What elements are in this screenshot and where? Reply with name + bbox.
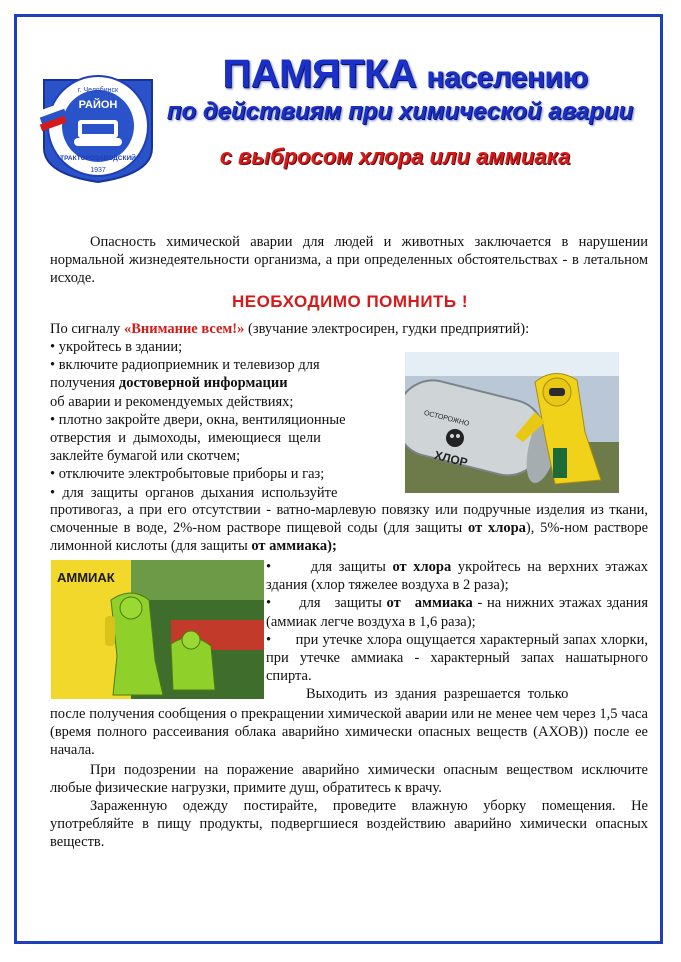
- bullet-doors-line1: • плотно закройте двери, окна, вентиляционные: [50, 411, 346, 428]
- clothing-paragraph: Зараженную одежду постирайте, проведите влажную уборку помещения. Не употребляйте в пищу продукты, подвергшиеся воздействию аварийно химически опасных веществ.: [50, 798, 648, 851]
- bullet-doors-line3: заклейте бумагой или скотчем;: [50, 448, 241, 465]
- emblem-ring-name: ТРАКТОРОЗАВОДСКИЙ: [60, 155, 136, 162]
- photo-chlorine-tank: [405, 352, 619, 493]
- suspicion-paragraph: При подозрении на поражение аварийно химически опасным веществом исключите любые физические нагрузки, примите душ, обратитесь к врачу.: [50, 762, 648, 797]
- title-word-naseleniyu: населению: [426, 61, 588, 94]
- signal-alert: «Внимание всем!»: [123, 321, 245, 337]
- respiratory-text-a: противогаз, а при его отсутствии - ватно-марлевую повязку или подручные изделия из ткани, смоченные в воде, 2%-ном растворе пищевой соды (для защиты: [50, 502, 648, 537]
- bullet-appliances: • отключите электробытовые приборы и газ;: [50, 466, 325, 483]
- emblem-ring-top: г. Челябинск: [77, 87, 119, 94]
- side-ammonia-post: - на нижних этажах здания (аммиак легче воздуха в 1,6 раза);: [266, 595, 648, 630]
- page-title: [190, 52, 620, 97]
- respiratory-paragraph: [50, 501, 648, 556]
- tank-label-caution: ОСТОРОЖНО: [423, 409, 470, 428]
- bullet-shelter: • укройтесь в здании;: [50, 339, 183, 355]
- side-text-block: [266, 558, 652, 704]
- side-ammonia-bold: от аммиака: [386, 595, 473, 612]
- intro-paragraph: Опасность химической аварии для людей и животных заключается в нарушении нормальной жизнедеятельности организма, а при определенных обстоятельствах - в летальном исходе.: [50, 234, 648, 287]
- exit-paragraph: после получения сообщения о прекращении химической аварии или не менее чем через 1,5 часа (время полного рассеивания облака аварийно химически опасных веществ (АХОВ)) после ее начала.: [50, 706, 648, 759]
- bullet-list-top: [50, 338, 395, 502]
- page-subtitle: по действиям при химической аварии: [166, 98, 634, 125]
- emblem-district: РАЙОН: [78, 99, 118, 111]
- respiratory-text-c: ), 5%-ном растворе лимонной кислоты (для защиты: [50, 520, 649, 555]
- side-chlorine-post: укройтесь на верхних этажах здания (хлор тяжелее воздуха в 2 раза);: [266, 559, 649, 594]
- bullet-radio-line1: • включите радиоприемник и телевизор для: [50, 357, 320, 374]
- bullet-radio-line3: об аварии и рекомендуемых действиях;: [50, 393, 294, 410]
- bullet-respiratory-line1: • для защиты органов дыхания используйте: [50, 484, 338, 501]
- side-smell: • при утечке хлора ощущается характерный запах хлорки, при утечке аммиака - характерный запах нашатырного спирта.: [266, 631, 652, 685]
- remember-heading: НЕОБХОДИМО ПОМНИТЬ !: [231, 292, 469, 311]
- side-ammonia: [266, 594, 648, 630]
- signal-prefix: По сигналу: [50, 321, 121, 337]
- tank-label-chlorine: ХЛОР: [432, 448, 470, 470]
- bullet-radio-bold: достоверной информации: [118, 375, 288, 392]
- title-word-pamyatka: ПАМЯТКА: [222, 52, 417, 96]
- respiratory-bold-chlorine: от хлора: [468, 520, 526, 537]
- emblem-year: 1937: [90, 167, 106, 174]
- signal-suffix: (звучание электросирен, гудки предприятий):: [248, 321, 530, 337]
- side-chlorine: [266, 558, 648, 594]
- page-subtitle-red: с выбросом хлора или аммиака: [219, 144, 571, 169]
- bullet-radio-line2: [50, 374, 395, 392]
- signal-line: [50, 320, 648, 338]
- side-ammonia-pre: • для защиты: [266, 595, 382, 612]
- side-exit-first: Выходить из здания разрешается только: [306, 686, 569, 703]
- photo-ammonia-tank: [51, 560, 264, 699]
- district-emblem: [38, 62, 158, 184]
- side-chlorine-pre: • для защиты: [266, 559, 386, 575]
- bullet-radio-text: получения: [50, 375, 116, 392]
- bullet-doors-line2: отверстия и дымоходы, имеющиеся щели: [50, 430, 321, 447]
- side-chlorine-bold: от хлора: [392, 559, 452, 575]
- respiratory-bold-ammonia: от аммиака);: [251, 538, 337, 555]
- tank-label-ammonia: АММИАК: [57, 570, 115, 585]
